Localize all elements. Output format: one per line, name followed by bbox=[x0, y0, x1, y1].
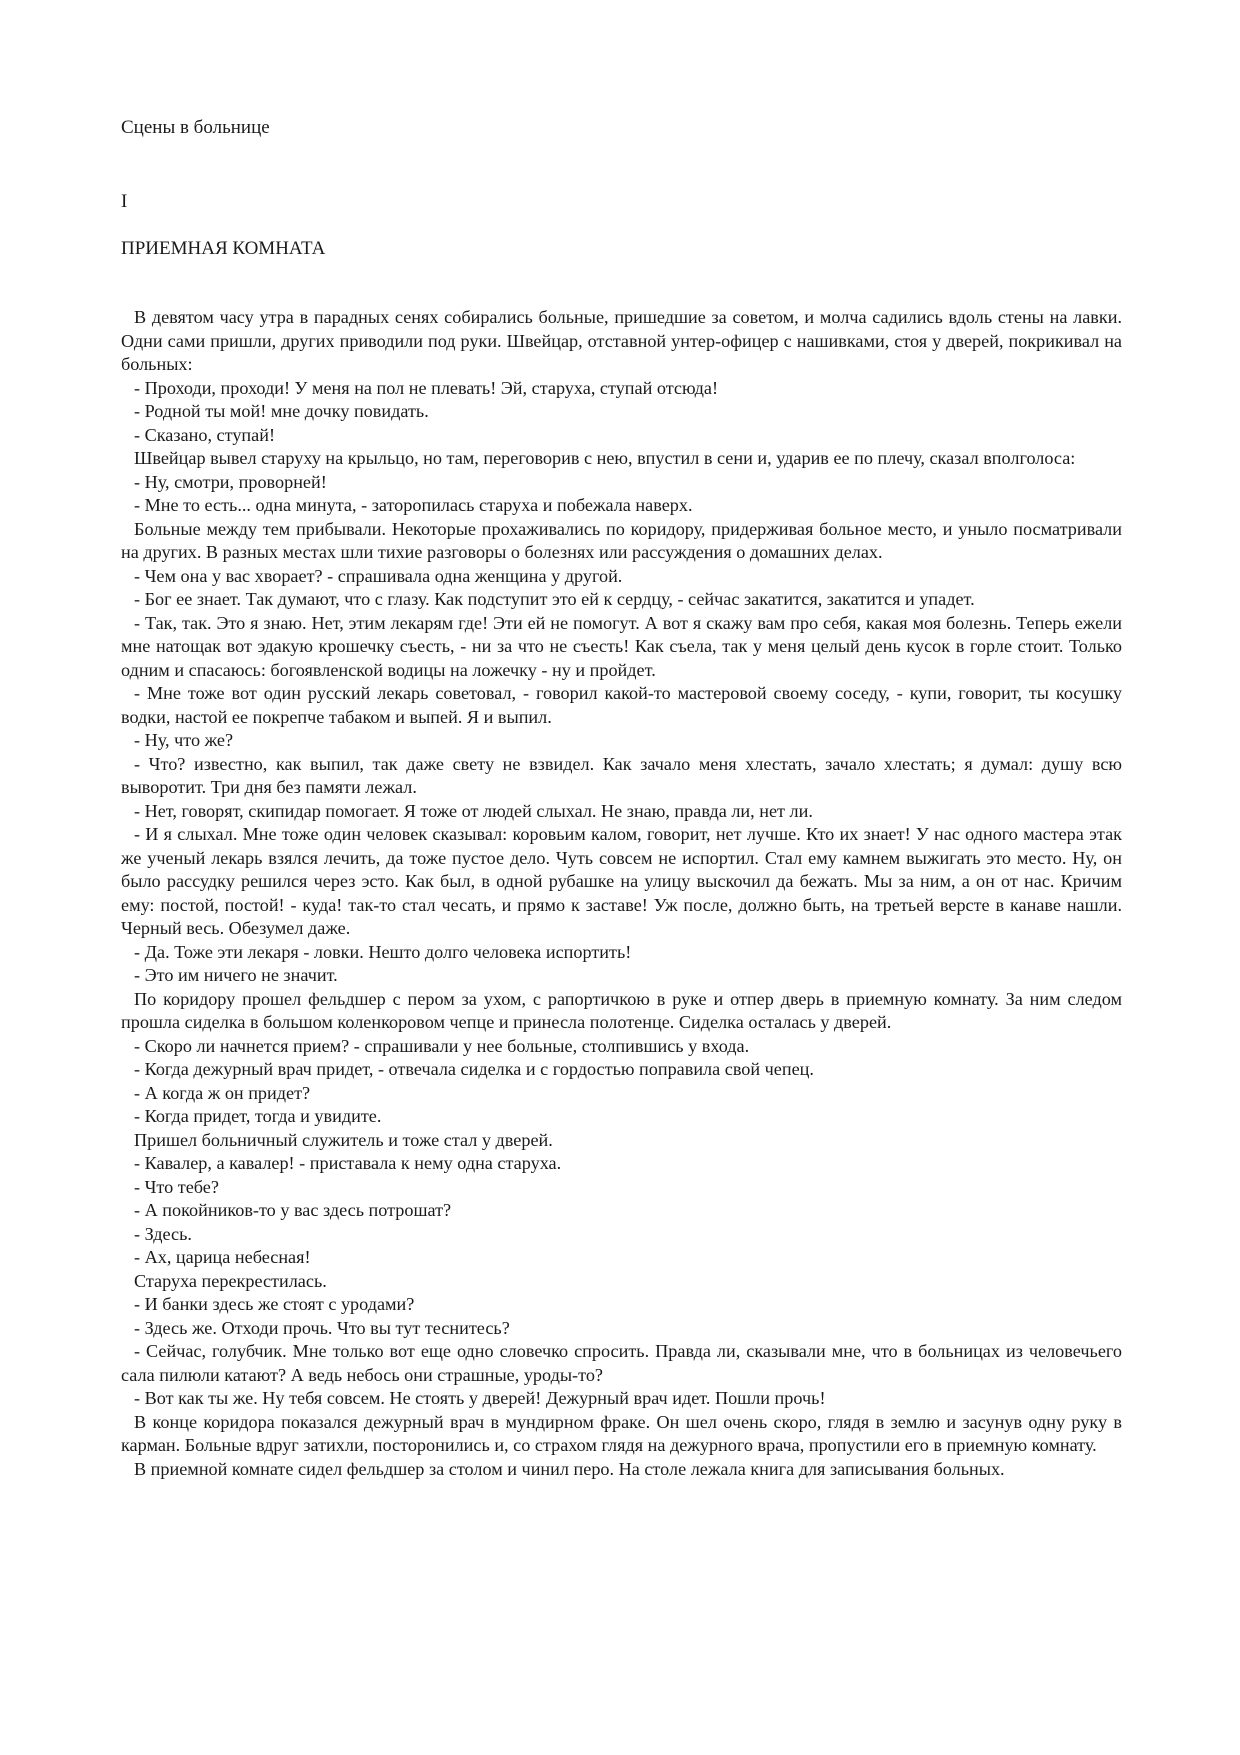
chapter-title: ПРИЕМНАЯ КОМНАТА bbox=[121, 238, 326, 259]
paragraph: - Сейчас, голубчик. Мне только вот еще одно словечко спросить. Правда ли, сказывали мне, что в больницах из человечьего сала пилюли катают? А ведь небось они страшные, уроды-то? bbox=[121, 1341, 1122, 1385]
paragraph: В конце коридора показался дежурный врач в мундирном фраке. Он шел очень скоро, глядя в землю и засунув одну руку в карман. Больные вдруг затихли, посторонились и, со страхом глядя на дежурного врача, пропустили его в приемную комнату. bbox=[121, 1411, 1122, 1455]
paragraph: - Ах, царица небесная! bbox=[134, 1247, 311, 1267]
paragraph: Пришел больничный служитель и тоже стал у дверей. bbox=[134, 1129, 553, 1150]
paragraph: - Чем она у вас хворает? - спрашивала одна женщина у другой. bbox=[134, 565, 623, 586]
paragraph: - Бог ее знает. Так думают, что с глазу. Как подступит это ей к сердцу, - сейчас закатится, закатится и упадет. bbox=[134, 589, 975, 609]
paragraph: - Здесь же. Отходи прочь. Что вы тут теснитесь? bbox=[134, 1317, 510, 1338]
paragraph: Швейцар вывел старуху на крыльцо, но там, переговорив с нею, впустил в сени и, ударив ее по плечу, сказал вполголоса: bbox=[134, 448, 1076, 468]
paragraph: В девятом часу утра в парадных сенях собирались больные, пришедшие за советом, и молча садились вдоль стены на лавки. Одни сами пришли, других приводили под руки. Швейцар, отставной унтер-офицер с нашивками, стоя у дверей, покрикивал на больных: bbox=[121, 307, 1122, 374]
paragraph: По коридору прошел фельдшер с пером за ухом, с рапортичкою в руке и отпер дверь в приемную комнату. За ним следом прошла сиделка в большом коленкоровом чепце и принесла полотенце. Сиделка осталась у дверей. bbox=[121, 988, 1122, 1032]
chapter-number: I bbox=[121, 191, 128, 212]
body-text bbox=[121, 306, 1122, 1481]
paragraph: - И банки здесь же стоят с уродами? bbox=[134, 1294, 415, 1314]
paragraph: - Что? известно, как выпил, так даже свету не взвидел. Как зачало меня хлестать, зачало хлестать; я думал: душу всю выворотит. Три дня без памяти лежал. bbox=[121, 753, 1122, 797]
paragraph: - Кавалер, а кавалер! - приставала к нему одна старуха. bbox=[134, 1153, 562, 1173]
paragraph: - Это им ничего не значит. bbox=[134, 965, 338, 985]
paragraph: - И я слыхал. Мне тоже один человек сказывал: коровьим калом, говорит, нет лучше. Кто их знает! У нас одного мастера этак же ученый лекарь взялся лечить, да тоже пустое дело. Чуть совсем не испортил. Стал ему камнем выжигать это место. Ну, он было рассудку решился через эсто. Как был, в одной рубашке на улицу выскочил да бежать. Мы за ним, а он от нас. Кричим ему: постой, постой! - куда! так-то стал чесать, и прямо к заставе! Уж после, должно быть, на третьей версте в канаве нашли. Черный весь. Обезумел даже. bbox=[121, 824, 1122, 938]
paragraph: Больные между тем прибывали. Некоторые прохаживались по коридору, придерживая больное место, и уныло посматривали на других. В разных местах шли тихие разговоры о болезнях или рассуждения о домашних делах. bbox=[121, 518, 1122, 562]
paragraph: - Ну, что же? bbox=[134, 730, 234, 750]
paragraph: - Да. Тоже эти лекаря - ловки. Нешто долго человека испортить! bbox=[134, 941, 632, 962]
paragraph: - А когда ж он придет? bbox=[134, 1082, 311, 1103]
paragraph: - Нет, говорят, скипидар помогает. Я тоже от людей слыхал. Не знаю, правда ли, нет ли. bbox=[134, 800, 813, 821]
paragraph: - Проходи, проходи! У меня на пол не плевать! Эй, старуха, ступай отсюда! bbox=[134, 377, 719, 398]
paragraph: - Сказано, ступай! bbox=[134, 424, 276, 445]
paragraph: - Скоро ли начнется прием? - спрашивали у нее больные, столпившись у входа. bbox=[134, 1035, 750, 1056]
paragraph: В приемной комнате сидел фельдшер за столом и чинил перо. На столе лежала книга для записывания больных. bbox=[134, 1458, 1005, 1479]
paragraph: - Вот как ты же. Ну тебя совсем. Не стоять у дверей! Дежурный врач идет. Пошли прочь! bbox=[134, 1388, 826, 1408]
paragraph: - Так, так. Это я знаю. Нет, этим лекарям где! Эти ей не помогут. А вот я скажу вам про себя, какая моя болезнь. Теперь ежели мне натощак вот эдакую крошечку съесть, - ни за что не съесть! Как съела, так у меня целый день кусок в горле стоит. Только одним и спасаюсь: богоявленской водицы на ложечку - ну и пройдет. bbox=[121, 612, 1122, 680]
paragraph: - Мне тоже вот один русский лекарь советовал, - говорил какой-то мастеровой своему соседу, - купи, говорит, ты косушку водки, настой ее покрепче табаком и выпей. Я и выпил. bbox=[121, 683, 1122, 727]
paragraph: - Когда придет, тогда и увидите. bbox=[134, 1106, 382, 1126]
paragraph: - Родной ты мой! мне дочку повидать. bbox=[134, 401, 429, 421]
paragraph: - Ну, смотри, проворней! bbox=[134, 471, 327, 492]
paragraph: - Мне то есть... одна минута, - заторопилась старуха и побежала наверх. bbox=[134, 495, 693, 515]
paragraph: Старуха перекрестилась. bbox=[134, 1270, 327, 1291]
paragraph: - Когда дежурный врач придет, - отвечала сиделка и с гордостью поправила свой чепец. bbox=[134, 1059, 814, 1079]
paragraph: - А покойников-то у вас здесь потрошат? bbox=[134, 1200, 452, 1220]
paragraph: - Здесь. bbox=[134, 1223, 192, 1244]
document-title: Сцены в больнице bbox=[121, 117, 270, 138]
paragraph: - Что тебе? bbox=[134, 1176, 219, 1197]
